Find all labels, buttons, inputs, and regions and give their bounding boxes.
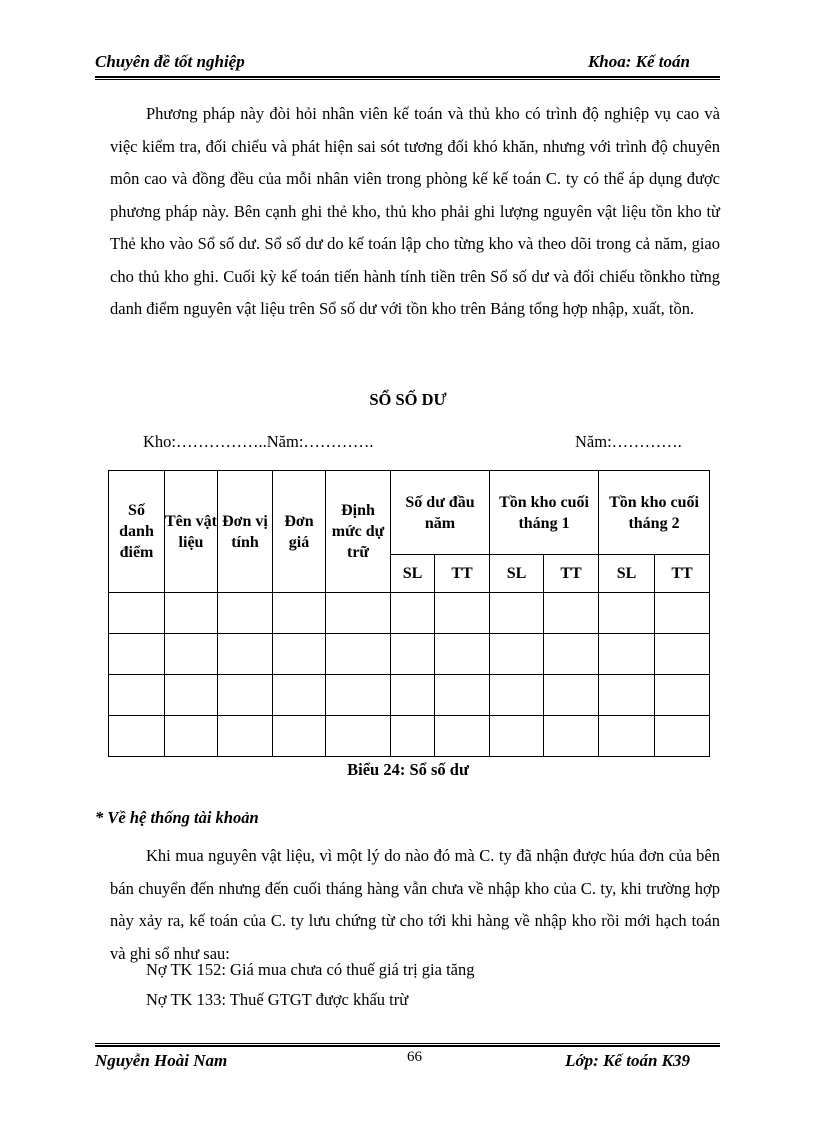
entry-tk-133: Nợ TK 133: Thuế GTGT được khấu trừ	[146, 990, 409, 1009]
table-row	[109, 593, 710, 634]
sub-tt: TT	[655, 555, 710, 593]
footer-class: Lớp: Kế toán K39	[565, 1051, 690, 1070]
table-caption: Biểu 24: Sổ số dư	[347, 760, 469, 779]
table-row	[109, 675, 710, 716]
header-so-du-dau-nam: Số dư đầu năm	[391, 471, 490, 555]
header-ton-kho-thang-2: Tồn kho cuối tháng 2	[599, 471, 710, 555]
header-rule	[95, 76, 720, 80]
sub-sl: SL	[599, 555, 655, 593]
header-title: Chuyên đề tốt nghiệp	[95, 52, 245, 71]
sub-sl: SL	[490, 555, 544, 593]
section-title: * Về hệ thống tài khoản	[95, 808, 259, 827]
page-footer	[95, 1043, 720, 1073]
sub-tt: TT	[544, 555, 599, 593]
footer-author: Nguyễn Hoài Nam	[95, 1051, 228, 1070]
header-so-danh-diem: Số danh điểm	[109, 471, 165, 593]
header-don-vi-tinh: Đơn vị tính	[218, 471, 273, 593]
table-row	[109, 716, 710, 757]
header-don-gia: Đơn giá	[273, 471, 326, 593]
header-ten-vat-lieu: Tên vật liệu	[165, 471, 218, 593]
page-number: 66	[407, 1049, 422, 1065]
page-header	[95, 52, 720, 78]
sub-tt: TT	[435, 555, 490, 593]
header-department: Khoa: Kế toán	[587, 52, 690, 71]
paragraph-method: Phương pháp này đòi hỏi nhân viên kế toán và thủ kho có trình độ nghiệp vụ cao và việc kiểm tra, đối chiếu và phát hiện sai sót tương đối khó khăn, nhưng với trình độ chuyên môn cao và đồng đều của mỗi nhân viên trong phòng kế kế toán C. ty có thể áp dụng được phương pháp này. Bên cạnh ghi thẻ kho, thủ kho phải ghi lượng nguyên vật liệu tồn kho từ Thẻ kho vào Sổ số dư. Sổ số dư do kế toán lập cho từng kho và theo dõi trong cả năm, giao cho thủ kho ghi. Cuối kỳ kế toán tiến hành tính tiền trên Sổ số dư và đối chiếu tồnkho từng danh điểm nguyên vật liệu trên Sổ số dư với tồn kho trên Bảng tổng hợp nhập, xuất, tồn.	[110, 104, 720, 318]
form-nam-line: Năm:………….	[575, 432, 682, 451]
table-row	[109, 634, 710, 675]
form-title: SỔ SỐ DƯ	[369, 390, 447, 409]
balance-ledger-table	[108, 470, 710, 757]
paragraph-accounts: Khi mua nguyên vật liệu, vì một lý do nào đó mà C. ty đã nhận được húa đơn của bên bán chuyển đến nhưng đến cuối tháng hàng vẫn chưa về nhập kho của C. ty, khi trường hợp này xảy ra, kế toán của C. ty lưu chứng từ cho tới khi hàng về nhập kho rồi mới hạch toán và ghi sổ như sau:	[110, 846, 720, 963]
form-kho-line: Kho:……………..Năm:………….	[143, 432, 374, 451]
header-ton-kho-thang-1: Tồn kho cuối tháng 1	[490, 471, 599, 555]
entry-tk-152: Nợ TK 152: Giá mua chưa có thuế giá trị gia tăng	[146, 960, 475, 979]
header-dinh-muc-du-tru: Định mức dự trữ	[326, 471, 391, 593]
sub-sl: SL	[391, 555, 435, 593]
footer-rule	[95, 1043, 720, 1047]
